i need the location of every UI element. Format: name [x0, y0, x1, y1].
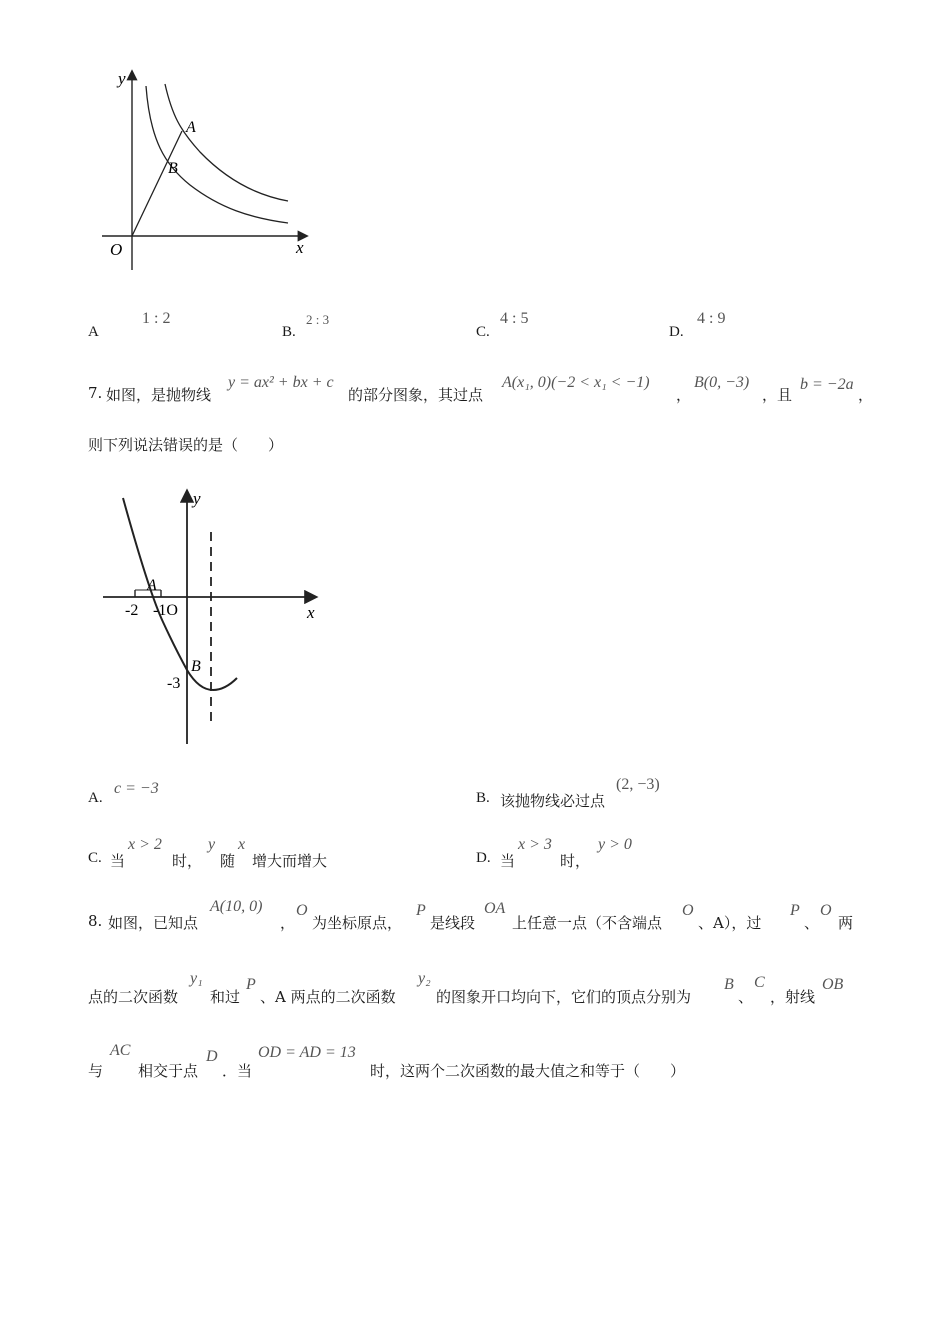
q7-text-4: ，且 — [762, 386, 793, 404]
q8-l2-math-2: P — [246, 976, 256, 993]
point-b-label: B — [168, 160, 178, 177]
q8-l3-math-3: OD = AD = 13 — [258, 1044, 356, 1061]
q7-option-c-text-1: 当 — [110, 852, 126, 870]
q7-option-b-text: 该抛物线必过点 — [500, 792, 606, 810]
x-axis-label: x — [296, 238, 304, 257]
q8-l1-math-7: O — [820, 902, 832, 919]
q8-l1-math-1: A(10, 0) — [210, 898, 263, 915]
q8-l3-text-1: 与 — [88, 1062, 104, 1080]
q7-text-3: ， — [676, 386, 692, 404]
q7-option-d-text-2: 时， — [560, 852, 591, 870]
q7-option-c-letter: C. — [88, 850, 102, 866]
q7-text-2: 的部分图象，其过点 — [348, 386, 484, 404]
q7-option-c-math-3: x — [238, 836, 246, 853]
q7-option-b-letter: B. — [476, 790, 490, 806]
q8-l2-text-6: ，射线 — [770, 988, 816, 1006]
q6-option-a-value: 1 : 2 — [142, 310, 171, 327]
origin-label: O — [110, 240, 123, 259]
q8-l2-math-4: B — [724, 976, 734, 993]
q6-option-d-letter: D. — [669, 324, 684, 340]
q7-option-c-math-1: x > 2 — [128, 836, 162, 853]
q8-number: 8. — [88, 912, 103, 930]
q7-option-a-letter: A. — [88, 790, 103, 806]
q6-option-b-letter: B. — [282, 324, 296, 340]
q7-option-d-math-2: y > 0 — [598, 836, 632, 853]
q7-option-b-math: (2, −3) — [616, 776, 660, 793]
q6-option-a-letter: A — [88, 324, 99, 340]
q7-math-parabola: y = ax² + bx + c — [228, 374, 334, 391]
q8-l1-text-6: 、A），过 — [698, 914, 762, 932]
q6-option-b-value: 2 : 3 — [306, 312, 330, 327]
q8-l3-math-1: AC — [110, 1042, 131, 1059]
q7-text-1: 如图，是抛物线 — [106, 386, 212, 404]
q8-l2-math-6: OB — [822, 976, 844, 993]
q8-l2-math-5: C — [754, 974, 765, 991]
q6-option-c-letter: C. — [476, 324, 490, 340]
q8-l1-text-1: 如图，已知点 — [108, 914, 199, 932]
q8-l2-math-1: y₁ — [190, 970, 203, 987]
q7-number: 7. — [88, 384, 103, 402]
q8-l3-math-2: D — [206, 1048, 218, 1065]
q7-line-2: 则下列说法错误的是（ ） — [88, 436, 284, 454]
q7-option-d-text-1: 当 — [500, 852, 516, 870]
tick-label-minus-1-origin: -1O — [153, 602, 178, 619]
q8-l2-text-4: 的图象开口均向下，它们的顶点分别为 — [436, 988, 692, 1006]
q8-l1-text-3: 为坐标原点， — [312, 914, 403, 932]
q8-l2-math-3: y₂ — [418, 970, 431, 987]
q8-l3-text-2: 相交于点 — [138, 1062, 199, 1080]
parabola — [123, 498, 237, 690]
q8-l1-math-6: P — [790, 902, 800, 919]
q8-l2-text-2: 和过 — [210, 988, 241, 1006]
q7-option-c-math-2: y — [208, 836, 216, 853]
q8-l3-text-4: 时，这两个二次函数的最大值之和等于（ ） — [370, 1062, 686, 1080]
q8-l2-text-1: 点的二次函数 — [88, 988, 179, 1006]
figure-q6 — [90, 60, 330, 270]
outer-hyperbola — [165, 84, 288, 201]
y-axis-label: y — [118, 69, 126, 88]
y-axis-label: y — [193, 489, 201, 508]
q7-option-c-text-4: 增大而增大 — [252, 852, 328, 870]
q8-l1-text-8: 两 — [838, 914, 854, 932]
tick-label-minus-3: -3 — [167, 675, 181, 692]
q8-l2-text-3: 、A 两点的二次函数 — [260, 988, 396, 1006]
q8-l1-text-2: ， — [280, 914, 296, 932]
line-oa — [132, 131, 182, 236]
q6-option-d-value: 4 : 9 — [697, 310, 726, 327]
inner-hyperbola — [146, 86, 288, 223]
q7-text-5: ， — [858, 386, 874, 404]
q8-l3-text-3: ．当 — [222, 1062, 253, 1080]
q7-option-c-text-2: 时， — [172, 852, 203, 870]
q8-l2-text-5: 、 — [738, 988, 754, 1006]
q8-l1-math-4: OA — [484, 900, 506, 917]
point-a-label: A — [147, 577, 157, 594]
q8-l1-math-2: O — [296, 902, 308, 919]
q7-option-a-math: c = −3 — [114, 780, 159, 797]
q6-option-c-value: 4 : 5 — [500, 310, 529, 327]
q7-math-point-a: A(x₁, 0)(−2 < x₁ < −1) — [502, 374, 650, 391]
q8-l1-math-5: O — [682, 902, 694, 919]
q7-option-d-math-1: x > 3 — [518, 836, 552, 853]
q8-l1-text-5: 上任意一点（不含端点 — [512, 914, 663, 932]
q7-option-c-text-3: 随 — [220, 852, 236, 870]
q7-option-d-letter: D. — [476, 850, 491, 866]
point-b-label: B — [191, 658, 201, 675]
figure-q7 — [95, 482, 335, 752]
q8-l1-text-7: 、 — [804, 914, 820, 932]
point-a-label: A — [186, 119, 196, 136]
tick-label-minus-2: -2 — [125, 602, 139, 619]
q8-l1-math-3: P — [416, 902, 426, 919]
x-axis-label: x — [307, 603, 315, 622]
q8-l1-text-4: 是线段 — [430, 914, 476, 932]
q7-math-condition: b = −2a — [800, 376, 854, 393]
q7-math-point-b: B(0, −3) — [694, 374, 750, 391]
